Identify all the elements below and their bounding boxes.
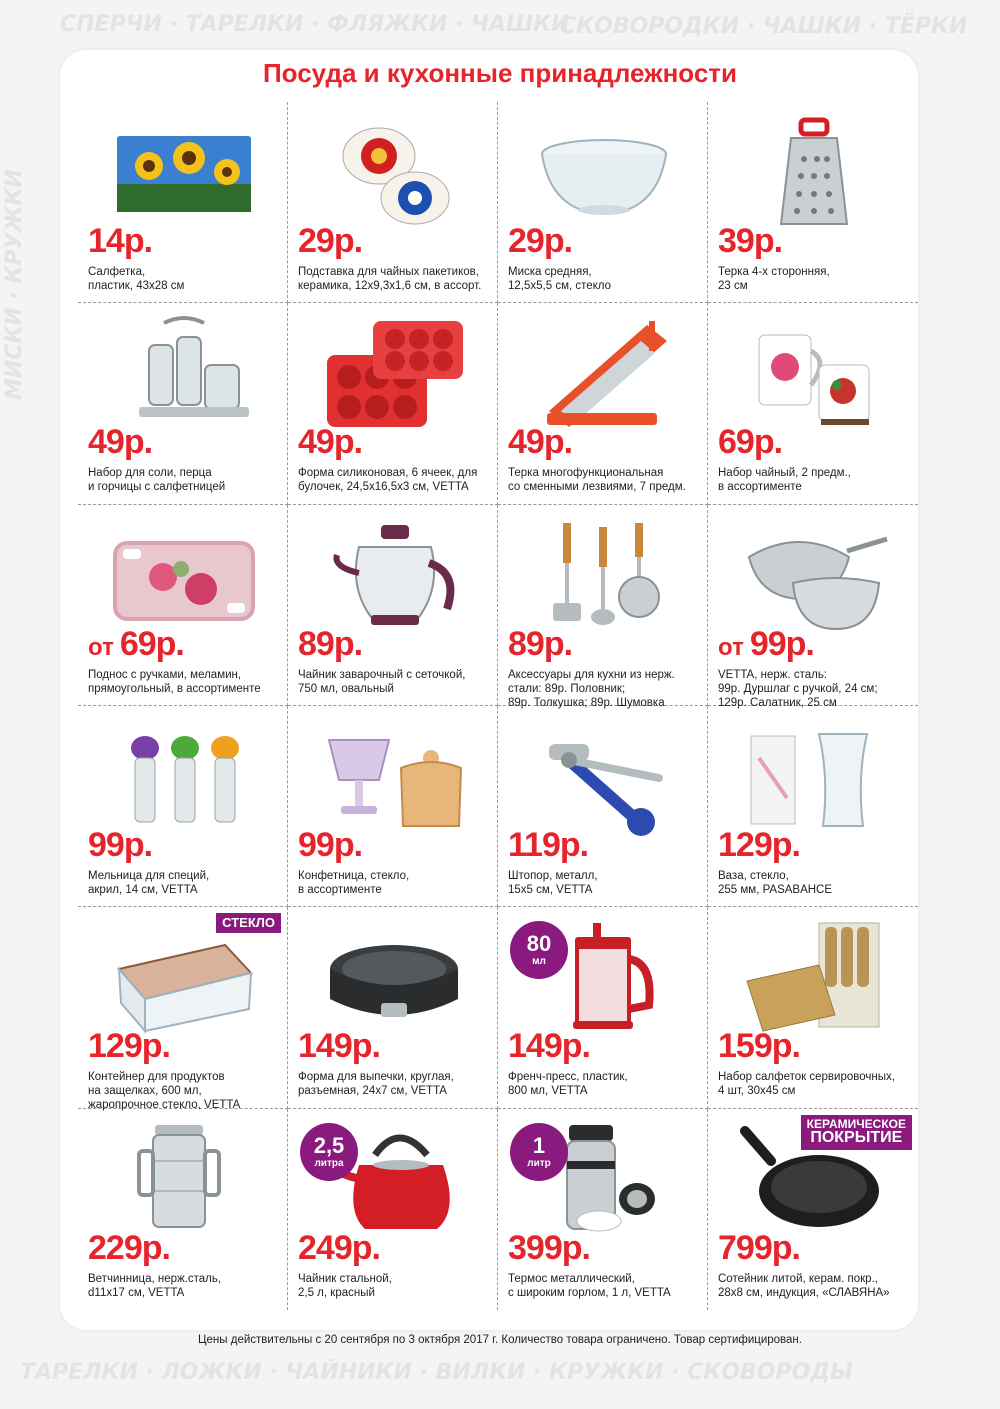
volume-badge-unit: литра xyxy=(314,1157,344,1169)
teabag-holder-icon xyxy=(300,114,487,232)
volume-badge-value: 80 xyxy=(526,931,552,957)
price-prefix: от xyxy=(88,633,114,661)
price-value: 159р. xyxy=(718,1027,800,1066)
product-card xyxy=(498,706,708,907)
volume-badge xyxy=(510,1123,568,1181)
price-value: 49р. xyxy=(508,423,573,462)
price-value: 129р. xyxy=(718,825,800,864)
price-value: 29р. xyxy=(298,222,363,260)
product-card xyxy=(708,102,918,303)
tray-icon xyxy=(90,517,277,635)
product-description: Миска средняя, 12,5х5,5 см, стекло xyxy=(508,266,612,292)
product-card xyxy=(708,303,918,504)
price xyxy=(88,825,153,864)
price-value: 99р. xyxy=(749,624,814,663)
product-card xyxy=(78,1109,288,1310)
glass-bowl-icon xyxy=(510,114,697,232)
price-value: 69р. xyxy=(119,624,184,663)
price xyxy=(88,423,153,462)
volume-badge xyxy=(510,921,568,979)
price-value: 149р. xyxy=(298,1027,380,1066)
price-value: 14р. xyxy=(88,222,153,260)
tea-mugs-icon xyxy=(720,315,908,433)
price xyxy=(718,1228,800,1267)
price xyxy=(718,1027,800,1066)
product-description: Мельница для специй, акрил, 14 см, VETTA xyxy=(88,869,210,896)
product-card xyxy=(288,907,498,1108)
price-value: 89р. xyxy=(508,624,573,663)
material-badge-line: КЕРАМИЧЕСКОЕ xyxy=(806,1116,906,1131)
product-description: Чайник заварочный с сеточкой, 750 мл, овальный xyxy=(298,668,466,695)
price xyxy=(508,1027,590,1066)
product-card xyxy=(288,706,498,907)
product-description: Термос металлический, с широким горлом, 1 л, VETTA xyxy=(508,1272,671,1299)
background-doodle: МИСКИ · КРУЖКИ xyxy=(2,169,27,400)
price-value: 49р. xyxy=(88,423,153,462)
product-card xyxy=(708,706,918,907)
colander-bowl-icon xyxy=(720,517,908,635)
price xyxy=(298,1228,380,1267)
product-description: VETTA, нерж. сталь: 99р. Дуршлаг с ручкой, 24 см; 129р. Салатник, 25 см xyxy=(718,668,878,709)
product-card xyxy=(288,102,498,303)
ham-press-icon xyxy=(90,1121,277,1239)
price-value: 229р. xyxy=(88,1228,170,1267)
product-description: Ветчинница, нерж.сталь, d11х17 см, VETTA xyxy=(88,1272,222,1299)
product-description: Подставка для чайных пакетиков, керамика, 12х9,3х1,6 см, в ассорт. xyxy=(298,266,482,292)
product-description: Чайник стальной, 2,5 л, красный xyxy=(298,1272,392,1299)
glass-vase-icon xyxy=(720,718,908,836)
product-card xyxy=(498,303,708,504)
price xyxy=(718,825,800,864)
price-value: 119р. xyxy=(508,825,589,864)
multi-grater-icon xyxy=(510,315,697,433)
product-card xyxy=(498,1109,708,1310)
placemat-set-icon xyxy=(720,919,908,1037)
box-grater-icon xyxy=(720,114,908,232)
product-description: Ваза, стекло, 255 мм, PASABAHCE xyxy=(718,869,833,896)
price xyxy=(718,624,814,663)
product-card xyxy=(78,102,288,303)
price xyxy=(508,423,573,462)
material-badge xyxy=(216,913,281,933)
price-value: 249р. xyxy=(298,1228,380,1267)
background-doodle: СКОВОРОДКИ · ЧАШКИ · ТЁРКИ xyxy=(560,14,968,39)
price xyxy=(508,624,573,663)
product-card xyxy=(288,303,498,504)
price-value: 99р. xyxy=(88,825,153,864)
product-card xyxy=(78,706,288,907)
volume-badge-value: 2,5 xyxy=(313,1132,345,1158)
corkscrew-icon xyxy=(510,718,697,836)
product-description: Форма силиконовая, 6 ячеек, для булочек, 24,5х16,5х3 см, VETTA xyxy=(298,467,478,494)
page-title: Посуда и кухонные принадлежности xyxy=(262,58,738,88)
price-value: 49р. xyxy=(298,423,363,462)
product-card xyxy=(498,505,708,709)
product-description: Форма для выпечки, круглая, разъемная, 24х7 см, VETTA xyxy=(298,1071,454,1098)
price-value: 29р. xyxy=(508,222,573,260)
price-value: 89р. xyxy=(298,624,363,663)
price xyxy=(718,224,782,258)
product-card xyxy=(708,1109,918,1310)
product-description: Набор салфеток сервировочных, 4 шт, 30х45 см xyxy=(718,1071,895,1098)
teapot-icon xyxy=(300,517,487,635)
product-card xyxy=(288,505,498,706)
material-badge-line: ПОКРЫТИЕ xyxy=(810,1129,903,1147)
price-value: 399р. xyxy=(508,1228,590,1267)
material-badge-line: СТЕКЛО xyxy=(222,915,275,931)
background-doodle: СПЕРЧИ · ТАРЕЛКИ · ФЛЯЖКИ · ЧАШКИ xyxy=(60,12,570,37)
product-card xyxy=(708,907,918,1108)
volume-badge xyxy=(300,1123,358,1181)
price xyxy=(298,423,363,462)
product-description: Аксессуары для кухни из нерж. стали: 89р. Половник; 89р. Толкушка; 89р. Шумовка xyxy=(508,668,675,709)
candy-dish-icon xyxy=(300,718,487,836)
price xyxy=(298,1027,380,1066)
product-description: Штопор, металл, 15х5 см, VETTA xyxy=(508,869,598,896)
product-description: Поднос с ручками, меламин, прямоугольный, в ассортименте xyxy=(88,668,261,695)
product-description: Набор для соли, перца и горчицы с салфетницей xyxy=(88,467,226,494)
background-doodle: ТАРЕЛКИ · ЛОЖКИ · ЧАЙНИКИ · ВИЛКИ · КРУЖКИ · СКОВОРОДЫ xyxy=(20,1360,853,1385)
product-card xyxy=(78,907,288,1112)
product-description: Конфетница, стекло, в ассортименте xyxy=(298,869,410,896)
product-card xyxy=(498,102,708,303)
condiment-set-icon xyxy=(90,315,277,433)
product-grid xyxy=(78,102,918,1310)
price-value: 799р. xyxy=(718,1228,800,1267)
product-description: Терка многофункциональная со сменными лезвиями, 7 предм. xyxy=(508,467,686,494)
price xyxy=(508,224,572,258)
product-card xyxy=(78,505,288,706)
price-value: 69р. xyxy=(718,423,783,462)
volume-badge-value: 1 xyxy=(532,1132,546,1158)
price xyxy=(298,224,362,258)
food-container-icon xyxy=(90,919,277,1037)
price-value: 149р. xyxy=(508,1027,590,1066)
price-prefix: от xyxy=(718,633,744,661)
price xyxy=(298,624,363,663)
price xyxy=(88,224,152,258)
price-value: 39р. xyxy=(718,222,783,260)
volume-badge-unit: мл xyxy=(532,956,546,968)
price xyxy=(298,825,363,864)
product-card xyxy=(708,505,918,709)
product-description: Набор чайный, 2 предм., в ассортименте xyxy=(718,467,851,494)
placemat-sunflowers-icon xyxy=(90,114,277,232)
product-description: Сотейник литой, керам. покр., 28х8 см, индукция, «СЛАВЯНА» xyxy=(718,1272,890,1299)
price xyxy=(88,1027,170,1066)
baking-pan-icon xyxy=(300,919,487,1037)
product-card xyxy=(498,907,708,1108)
volume-badge-unit: литр xyxy=(527,1157,551,1169)
product-description: Салфетка, пластик, 43х28 см xyxy=(88,266,185,292)
kitchen-utensils-icon xyxy=(510,517,697,635)
product-card xyxy=(78,303,288,504)
product-description: Френч-пресс, пластик, 800 мл, VETTA xyxy=(508,1071,628,1098)
price xyxy=(508,1228,590,1267)
price xyxy=(88,624,184,663)
price xyxy=(718,423,783,462)
product-description: Терка 4-х сторонняя, 23 см xyxy=(718,266,830,292)
price xyxy=(88,1228,170,1267)
footer-note: Цены действительны с 20 сентября по 3 октября 2017 г. Количество товара ограничено. Товар сертифицирован. xyxy=(198,1334,802,1346)
spice-grinder-icon xyxy=(90,718,277,836)
product-description: Контейнер для продуктов на защелках, 600 мл, жаропрочное стекло, VETTA xyxy=(88,1071,241,1112)
material-badge xyxy=(801,1115,912,1150)
price-value: 129р. xyxy=(88,1027,170,1066)
price-value: 99р. xyxy=(298,825,363,864)
price xyxy=(508,825,589,864)
silicone-mold-icon xyxy=(300,315,487,433)
product-card xyxy=(288,1109,498,1310)
